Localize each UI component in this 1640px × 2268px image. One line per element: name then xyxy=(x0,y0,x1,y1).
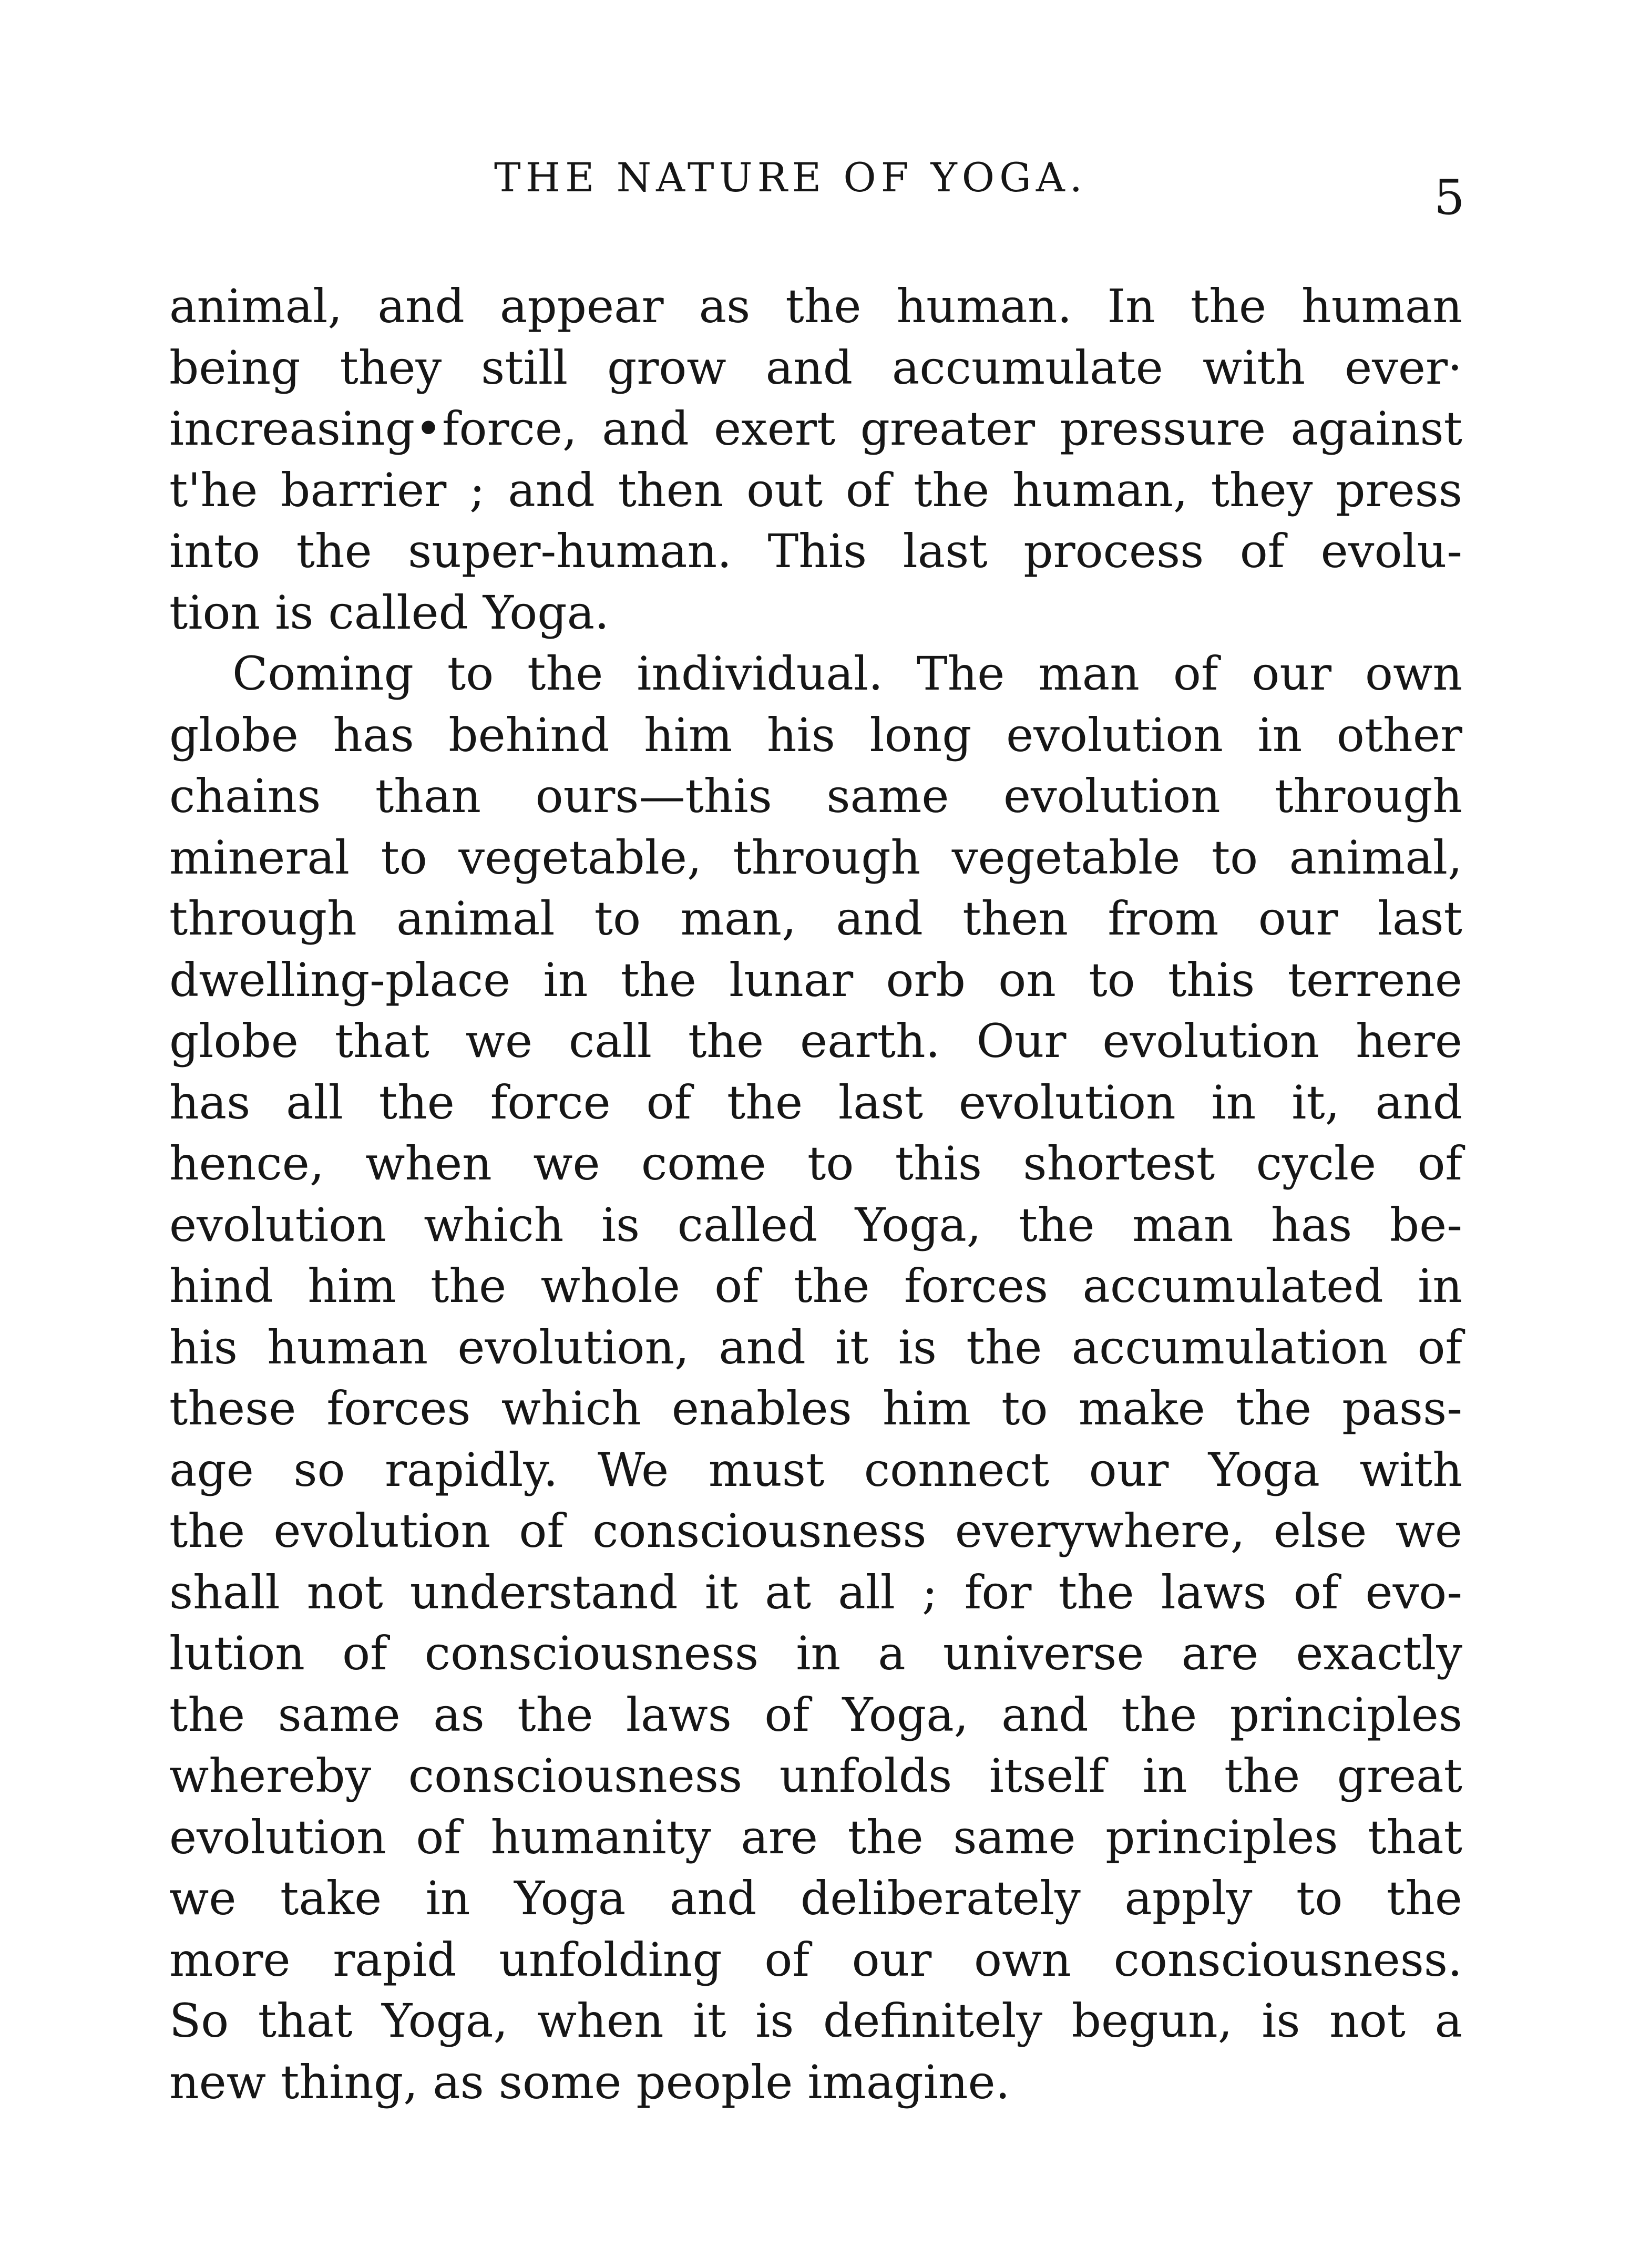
text-line: globe that we call the earth. Our evolution here xyxy=(169,1014,1462,1068)
text-line: we take in Yoga and deliberately apply to the xyxy=(169,1871,1462,1925)
text-line: mineral to vegetable, through vegetable to animal, xyxy=(169,830,1462,885)
text-line: his human evolution, and it is the accumulation of xyxy=(169,1320,1462,1374)
running-title: THE NATURE OF YOGA. xyxy=(494,154,1087,201)
text-line: evolution of humanity are the same principles that xyxy=(169,1810,1462,1864)
text-line: the evolution of consciousness everywhere, else we xyxy=(169,1504,1462,1558)
text-line: these forces which enables him to make the pass- xyxy=(169,1381,1462,1435)
text-line: So that Yoga, when it is definitely begun, is not a xyxy=(169,1994,1462,2048)
text-line: animal, and appear as the human. In the human xyxy=(169,279,1462,333)
text-line: hind him the whole of the forces accumulated in xyxy=(169,1259,1462,1313)
text-line: evolution which is called Yoga, the man has be- xyxy=(169,1197,1462,1252)
text-line: tion is called Yoga. xyxy=(169,585,610,640)
text-line: Coming to the individual. The man of our own xyxy=(232,646,1462,701)
text-line: hence, when we come to this shortest cycle of xyxy=(169,1136,1462,1191)
text-line: has all the force of the last evolution in it, and xyxy=(169,1075,1462,1130)
text-line: into the super-human. This last process of evolu- xyxy=(169,524,1462,578)
text-line: lution of consciousness in a universe are exactly xyxy=(169,1626,1462,1680)
text-line: the same as the laws of Yoga, and the principles xyxy=(169,1687,1462,1742)
text-line: whereby consciousness unfolds itself in the great xyxy=(169,1749,1462,1803)
text-line: globe has behind him his long evolution in other xyxy=(169,707,1462,762)
text-line: being they still grow and accumulate with ever· xyxy=(169,340,1462,395)
text-line: shall not understand it at all ; for the laws of evo- xyxy=(169,1565,1462,1619)
text-line: through animal to man, and then from our last xyxy=(169,891,1462,946)
text-line: t'he barrier ; and then out of the human, they press xyxy=(169,463,1462,517)
text-line: more rapid unfolding of our own consciousness. xyxy=(169,1932,1462,1987)
text-line: chains than ours—this same evolution through xyxy=(169,769,1462,823)
text-line: new thing, as some people imagine. xyxy=(169,2055,1010,2109)
text-line: dwelling-place in the lunar orb on to this terrene xyxy=(169,952,1462,1007)
page-number: 5 xyxy=(1434,169,1465,225)
body-text xyxy=(169,276,1462,2113)
text-line: age so rapidly. We must connect our Yoga with xyxy=(169,1442,1462,1497)
text-line: increasing•force, and exert greater pressure against xyxy=(169,402,1462,456)
